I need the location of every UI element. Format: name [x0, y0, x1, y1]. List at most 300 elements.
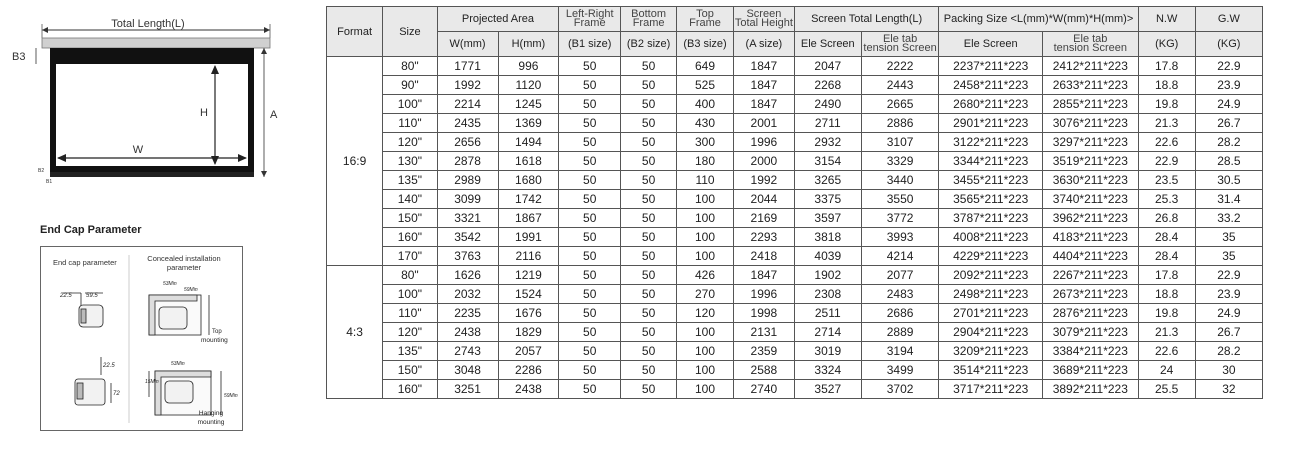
table-cell: 3107 — [861, 133, 939, 152]
hanging-mounting-label-1: Hanging — [198, 410, 224, 417]
table-cell: 2458*211*223 — [939, 76, 1043, 95]
table-cell: 100 — [677, 247, 734, 266]
table-cell: 3514*211*223 — [939, 361, 1043, 380]
table-cell: 2214 — [437, 95, 498, 114]
table-cell: 24 — [1138, 361, 1195, 380]
table-cell: 2904*211*223 — [939, 323, 1043, 342]
table-cell: 100 — [677, 323, 734, 342]
table-cell: 170" — [383, 247, 437, 266]
table-cell: 17.8 — [1138, 266, 1195, 285]
table-cell: 130" — [383, 152, 437, 171]
table-cell: 3717*211*223 — [939, 380, 1043, 399]
top-mounting-label-1: Top — [212, 329, 222, 335]
table-cell: 28.5 — [1195, 152, 1262, 171]
svg-text:53Min: 53Min — [163, 281, 177, 287]
endcap-title: End Cap Parameter — [40, 224, 142, 236]
svg-text:72: 72 — [113, 391, 120, 397]
header-nw-kg: (KG) — [1138, 32, 1195, 57]
table-cell: 3265 — [794, 171, 861, 190]
header-nw: N.W — [1138, 7, 1195, 32]
table-cell: 23.5 — [1138, 171, 1195, 190]
table-cell: 50 — [621, 152, 677, 171]
table-cell: 50 — [559, 133, 621, 152]
table-cell: 1847 — [733, 266, 794, 285]
table-cell: 3550 — [861, 190, 939, 209]
table-cell: 22.6 — [1138, 342, 1195, 361]
table-cell: 3993 — [861, 228, 939, 247]
table-cell: 100 — [677, 190, 734, 209]
table-cell: 110" — [383, 114, 437, 133]
table-row — [327, 114, 1263, 133]
a-label: A — [270, 109, 278, 121]
svg-text:15Min: 15Min — [145, 379, 159, 385]
table-cell: 22.9 — [1195, 57, 1262, 76]
table-cell: 300 — [677, 133, 734, 152]
table-cell: 1680 — [498, 171, 559, 190]
spec-table — [326, 6, 1263, 399]
table-cell: 2686 — [861, 304, 939, 323]
table-cell: 3542 — [437, 228, 498, 247]
table-cell: 2438 — [498, 380, 559, 399]
table-cell: 3892*211*223 — [1042, 380, 1138, 399]
table-cell: 50 — [621, 361, 677, 380]
table-cell: 50 — [559, 95, 621, 114]
header-gw: G.W — [1195, 7, 1262, 32]
table-cell: 3440 — [861, 171, 939, 190]
header-bottom-frame: Bottom Frame — [621, 7, 677, 32]
table-cell: 4039 — [794, 247, 861, 266]
table-cell: 2714 — [794, 323, 861, 342]
table-cell: 100 — [677, 228, 734, 247]
table-cell: 2673*211*223 — [1042, 285, 1138, 304]
table-cell: 100" — [383, 95, 437, 114]
table-cell: 3194 — [861, 342, 939, 361]
table-cell: 31.4 — [1195, 190, 1262, 209]
table-cell: 2435 — [437, 114, 498, 133]
header-b3-size: (B3 size) — [677, 32, 734, 57]
header-ele-tab: Ele tab tension Screen — [861, 32, 939, 57]
table-cell: 2286 — [498, 361, 559, 380]
format-cell: 16:9 — [327, 57, 383, 266]
table-cell: 1992 — [437, 76, 498, 95]
table-cell: 35 — [1195, 228, 1262, 247]
table-cell: 50 — [559, 76, 621, 95]
table-cell: 50 — [559, 152, 621, 171]
table-cell: 649 — [677, 57, 734, 76]
table-cell: 90" — [383, 76, 437, 95]
table-cell: 4404*211*223 — [1042, 247, 1138, 266]
table-cell: 3375 — [794, 190, 861, 209]
table-cell: 50 — [559, 266, 621, 285]
table-cell: 33.2 — [1195, 209, 1262, 228]
header-w-mm: W(mm) — [437, 32, 498, 57]
table-cell: 100" — [383, 285, 437, 304]
header-size: Size — [383, 7, 437, 57]
table-cell: 50 — [621, 342, 677, 361]
endcap-col1-title: End cap parameter — [53, 258, 117, 267]
table-cell: 1847 — [733, 76, 794, 95]
table-cell: 3565*211*223 — [939, 190, 1043, 209]
table-cell: 3527 — [794, 380, 861, 399]
table-row — [327, 76, 1263, 95]
table-cell: 22.9 — [1138, 152, 1195, 171]
table-cell: 28.4 — [1138, 247, 1195, 266]
table-cell: 2656 — [437, 133, 498, 152]
table-cell: 1902 — [794, 266, 861, 285]
table-cell: 50 — [559, 57, 621, 76]
table-cell: 2989 — [437, 171, 498, 190]
table-cell: 2876*211*223 — [1042, 304, 1138, 323]
table-cell: 23.9 — [1195, 285, 1262, 304]
table-cell: 2001 — [733, 114, 794, 133]
hanging-mounting-drawing — [149, 371, 221, 415]
table-cell: 2047 — [794, 57, 861, 76]
table-cell: 3519*211*223 — [1042, 152, 1138, 171]
table-cell: 1996 — [733, 133, 794, 152]
endcap-col2-title-2: parameter — [166, 263, 202, 272]
table-cell: 3787*211*223 — [939, 209, 1043, 228]
table-cell: 50 — [621, 323, 677, 342]
b3-label: B3 — [12, 51, 26, 63]
table-cell: 17.8 — [1138, 57, 1195, 76]
table-cell: 3329 — [861, 152, 939, 171]
header-b2-size: (B2 size) — [621, 32, 677, 57]
table-cell: 2878 — [437, 152, 498, 171]
header-packing-ele-tab: Ele tab tension Screen — [1042, 32, 1138, 57]
header-ele-screen: Ele Screen — [794, 32, 861, 57]
table-cell: 2889 — [861, 323, 939, 342]
table-row — [327, 247, 1263, 266]
table-cell: 2308 — [794, 285, 861, 304]
table-cell: 26.8 — [1138, 209, 1195, 228]
table-cell: 2116 — [498, 247, 559, 266]
table-row — [327, 323, 1263, 342]
table-cell: 28.4 — [1138, 228, 1195, 247]
table-cell: 2169 — [733, 209, 794, 228]
table-cell: 1992 — [733, 171, 794, 190]
table-cell: 2077 — [861, 266, 939, 285]
table-cell: 28.2 — [1195, 342, 1262, 361]
table-cell: 50 — [621, 209, 677, 228]
table-cell: 2268 — [794, 76, 861, 95]
table-cell: 50 — [621, 380, 677, 399]
table-cell: 80" — [383, 266, 437, 285]
table-cell: 110 — [677, 171, 734, 190]
table-cell: 3154 — [794, 152, 861, 171]
top-mounting-label-2: mounting — [201, 337, 228, 344]
table-cell: 4008*211*223 — [939, 228, 1043, 247]
table-cell: 3122*211*223 — [939, 133, 1043, 152]
table-cell: 2633*211*223 — [1042, 76, 1138, 95]
table-cell: 100 — [677, 342, 734, 361]
table-cell: 3597 — [794, 209, 861, 228]
table-cell: 22.9 — [1195, 266, 1262, 285]
header-screen-total-length: Screen Total Length(L) — [794, 7, 939, 32]
top-mounting-drawing — [149, 295, 209, 335]
table-row — [327, 190, 1263, 209]
table-cell: 2412*211*223 — [1042, 57, 1138, 76]
table-cell: 50 — [621, 228, 677, 247]
table-cell: 4214 — [861, 247, 939, 266]
table-cell: 2680*211*223 — [939, 95, 1043, 114]
table-cell: 50 — [621, 57, 677, 76]
table-cell: 100 — [677, 361, 734, 380]
table-cell: 3384*211*223 — [1042, 342, 1138, 361]
table-cell: 2901*211*223 — [939, 114, 1043, 133]
table-cell: 24.9 — [1195, 95, 1262, 114]
table-cell: 120 — [677, 304, 734, 323]
table-cell: 2498*211*223 — [939, 285, 1043, 304]
table-cell: 3048 — [437, 361, 498, 380]
table-cell: 3455*211*223 — [939, 171, 1043, 190]
table-cell: 2267*211*223 — [1042, 266, 1138, 285]
table-cell: 1847 — [733, 57, 794, 76]
table-cell: 2740 — [733, 380, 794, 399]
table-row — [327, 361, 1263, 380]
table-cell: 50 — [621, 285, 677, 304]
table-cell: 80" — [383, 57, 437, 76]
table-cell: 4229*211*223 — [939, 247, 1043, 266]
svg-text:59Min: 59Min — [184, 287, 198, 293]
table-cell: 2044 — [733, 190, 794, 209]
table-cell: 1219 — [498, 266, 559, 285]
table-cell: 2057 — [498, 342, 559, 361]
table-cell: 50 — [559, 361, 621, 380]
table-cell: 2418 — [733, 247, 794, 266]
table-cell: 2511 — [794, 304, 861, 323]
table-cell: 1998 — [733, 304, 794, 323]
table-cell: 2237*211*223 — [939, 57, 1043, 76]
table-cell: 50 — [559, 285, 621, 304]
table-cell: 28.2 — [1195, 133, 1262, 152]
w-label: W — [132, 144, 144, 156]
table-cell: 2359 — [733, 342, 794, 361]
table-cell: 21.3 — [1138, 114, 1195, 133]
table-cell: 2701*211*223 — [939, 304, 1043, 323]
table-cell: 140" — [383, 190, 437, 209]
table-cell: 50 — [621, 133, 677, 152]
table-cell: 3702 — [861, 380, 939, 399]
table-cell: 2483 — [861, 285, 939, 304]
table-cell: 3019 — [794, 342, 861, 361]
table-cell: 50 — [559, 380, 621, 399]
screen-dimension-diagram — [8, 8, 298, 193]
table-cell: 1742 — [498, 190, 559, 209]
table-cell: 18.8 — [1138, 76, 1195, 95]
table-cell: 3962*211*223 — [1042, 209, 1138, 228]
table-cell: 50 — [621, 114, 677, 133]
table-cell: 2443 — [861, 76, 939, 95]
header-format: Format — [327, 7, 383, 57]
table-cell: 3209*211*223 — [939, 342, 1043, 361]
table-cell: 270 — [677, 285, 734, 304]
table-cell: 400 — [677, 95, 734, 114]
table-row — [327, 304, 1263, 323]
screen-housing — [42, 38, 270, 48]
table-cell: 525 — [677, 76, 734, 95]
spec-table-body — [327, 57, 1263, 399]
table-cell: 30.5 — [1195, 171, 1262, 190]
svg-text:22.5: 22.5 — [60, 293, 72, 299]
table-cell: 30 — [1195, 361, 1262, 380]
header-gw-kg: (KG) — [1195, 32, 1262, 57]
header-lr-frame: Left-Right Frame — [559, 7, 621, 32]
table-cell: 50 — [559, 323, 621, 342]
h-label: H — [200, 107, 208, 119]
table-row — [327, 228, 1263, 247]
header-screen-total-height: Screen Total Height — [733, 7, 794, 32]
table-cell: 50 — [559, 209, 621, 228]
table-cell: 1245 — [498, 95, 559, 114]
table-row — [327, 152, 1263, 171]
screen-viewing-area — [56, 64, 248, 166]
table-cell: 100 — [677, 380, 734, 399]
table-row — [327, 133, 1263, 152]
svg-text:22.5: 22.5 — [103, 363, 115, 369]
table-cell: 50 — [621, 76, 677, 95]
table-cell: 50 — [621, 304, 677, 323]
table-cell: 1847 — [733, 95, 794, 114]
table-cell: 1829 — [498, 323, 559, 342]
endcap-parameter-box — [40, 246, 243, 431]
table-cell: 2490 — [794, 95, 861, 114]
table-cell: 1494 — [498, 133, 559, 152]
table-cell: 50 — [621, 266, 677, 285]
table-row — [327, 266, 1263, 285]
b2-label: B2 — [38, 168, 45, 174]
table-cell: 50 — [621, 190, 677, 209]
table-cell: 50 — [559, 304, 621, 323]
table-cell: 2438 — [437, 323, 498, 342]
table-cell: 135" — [383, 342, 437, 361]
table-cell: 3689*211*223 — [1042, 361, 1138, 380]
table-row — [327, 285, 1263, 304]
table-cell: 50 — [621, 171, 677, 190]
table-cell: 23.9 — [1195, 76, 1262, 95]
table-cell: 3818 — [794, 228, 861, 247]
table-cell: 19.8 — [1138, 95, 1195, 114]
table-cell: 2588 — [733, 361, 794, 380]
table-cell: 50 — [621, 247, 677, 266]
table-cell: 1626 — [437, 266, 498, 285]
table-cell: 3763 — [437, 247, 498, 266]
table-cell: 996 — [498, 57, 559, 76]
table-cell: 1618 — [498, 152, 559, 171]
table-cell: 2932 — [794, 133, 861, 152]
table-cell: 1120 — [498, 76, 559, 95]
table-cell: 25.3 — [1138, 190, 1195, 209]
table-row — [327, 57, 1263, 76]
header-a-size: (A size) — [733, 32, 794, 57]
table-cell: 3321 — [437, 209, 498, 228]
table-cell: 18.8 — [1138, 285, 1195, 304]
table-cell: 19.8 — [1138, 304, 1195, 323]
table-row — [327, 171, 1263, 190]
table-cell: 3297*211*223 — [1042, 133, 1138, 152]
table-cell: 1996 — [733, 285, 794, 304]
table-cell: 50 — [559, 247, 621, 266]
table-cell: 2743 — [437, 342, 498, 361]
table-cell: 1369 — [498, 114, 559, 133]
table-cell: 35 — [1195, 247, 1262, 266]
header-packing-ele-screen: Ele Screen — [939, 32, 1043, 57]
table-cell: 22.6 — [1138, 133, 1195, 152]
table-cell: 26.7 — [1195, 114, 1262, 133]
table-cell: 180 — [677, 152, 734, 171]
svg-text:59Min: 59Min — [224, 393, 238, 399]
table-cell: 160" — [383, 228, 437, 247]
table-cell: 3099 — [437, 190, 498, 209]
table-cell: 2235 — [437, 304, 498, 323]
table-row — [327, 342, 1263, 361]
table-cell: 24.9 — [1195, 304, 1262, 323]
table-cell: 21.3 — [1138, 323, 1195, 342]
table-cell: 3324 — [794, 361, 861, 380]
header-top-frame: Top Frame — [677, 7, 734, 32]
table-cell: 3740*211*223 — [1042, 190, 1138, 209]
header-h-mm: H(mm) — [498, 32, 559, 57]
table-cell: 2131 — [733, 323, 794, 342]
table-row — [327, 380, 1263, 399]
table-cell: 50 — [559, 342, 621, 361]
table-cell: 2293 — [733, 228, 794, 247]
table-cell: 4183*211*223 — [1042, 228, 1138, 247]
table-cell: 3772 — [861, 209, 939, 228]
svg-text:59.5: 59.5 — [86, 293, 98, 299]
table-cell: 50 — [559, 190, 621, 209]
svg-text:53Min: 53Min — [171, 361, 185, 367]
table-cell: 430 — [677, 114, 734, 133]
table-cell: 150" — [383, 209, 437, 228]
hanging-mounting-label-2: mounting — [197, 419, 225, 426]
table-cell: 120" — [383, 323, 437, 342]
table-cell: 3499 — [861, 361, 939, 380]
table-cell: 110" — [383, 304, 437, 323]
table-cell: 50 — [559, 114, 621, 133]
table-cell: 2665 — [861, 95, 939, 114]
table-row — [327, 95, 1263, 114]
table-cell: 25.5 — [1138, 380, 1195, 399]
header-packing-size: Packing Size <L(mm)*W(mm)*H(mm)> — [939, 7, 1138, 32]
table-cell: 50 — [621, 95, 677, 114]
table-cell: 160" — [383, 380, 437, 399]
table-cell: 100 — [677, 209, 734, 228]
table-cell: 32 — [1195, 380, 1262, 399]
table-cell: 426 — [677, 266, 734, 285]
table-cell: 3079*211*223 — [1042, 323, 1138, 342]
table-cell: 2222 — [861, 57, 939, 76]
table-cell: 150" — [383, 361, 437, 380]
table-cell: 2711 — [794, 114, 861, 133]
table-cell: 3076*211*223 — [1042, 114, 1138, 133]
table-cell: 1676 — [498, 304, 559, 323]
table-cell: 3344*211*223 — [939, 152, 1043, 171]
format-cell: 4:3 — [327, 266, 383, 399]
table-cell: 50 — [559, 171, 621, 190]
table-cell: 3630*211*223 — [1042, 171, 1138, 190]
endcap-col2-title-1: Concealed installation — [147, 254, 221, 263]
header-projected-area: Projected Area — [437, 7, 559, 32]
table-cell: 120" — [383, 133, 437, 152]
table-cell: 1771 — [437, 57, 498, 76]
table-row — [327, 209, 1263, 228]
table-cell: 2000 — [733, 152, 794, 171]
table-cell: 2092*211*223 — [939, 266, 1043, 285]
table-cell: 2032 — [437, 285, 498, 304]
table-cell: 1867 — [498, 209, 559, 228]
table-cell: 1524 — [498, 285, 559, 304]
table-cell: 2886 — [861, 114, 939, 133]
